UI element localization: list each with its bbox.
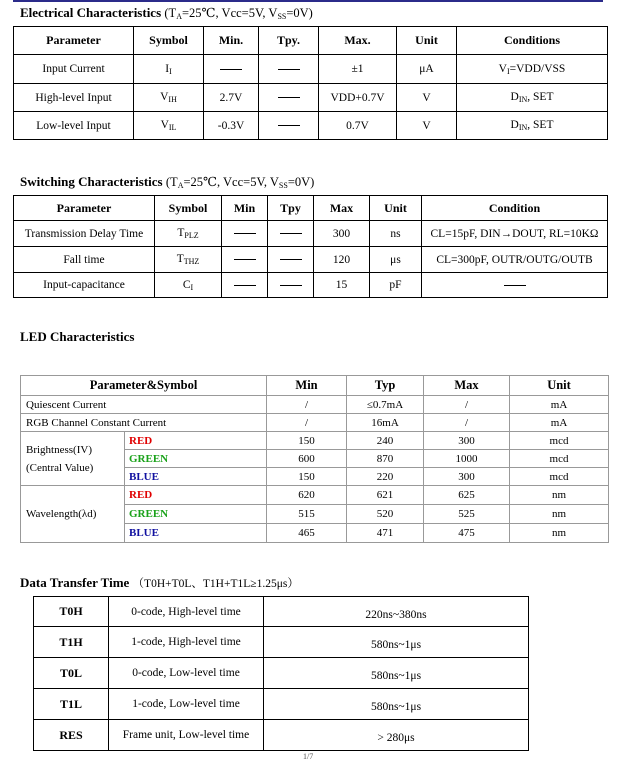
param-cell: Quiescent Current	[21, 396, 267, 414]
timing-desc-cell: 0-code, Low-level time	[109, 658, 264, 689]
max-cell: 15	[314, 273, 370, 298]
header-cell: Parameter	[14, 27, 134, 55]
typ-cell: 621	[347, 486, 424, 505]
top-rule	[13, 0, 603, 2]
min-cell: 515	[267, 505, 347, 524]
max-cell: 300	[424, 432, 510, 450]
header-cell: Tpy.	[259, 27, 319, 55]
symbol-cell: $T_{PLZ}$	[155, 221, 222, 247]
min-cell	[222, 273, 268, 298]
typ-cell	[268, 273, 314, 298]
timing-name-cell: T1L	[34, 689, 109, 720]
header-cell: Parameter	[14, 196, 155, 221]
brightness-label: Brightness(IV) (Central Value)	[21, 432, 125, 486]
switching-header-row	[14, 196, 608, 221]
table-row	[21, 432, 609, 450]
switching-condition: ($T_A=25℃$, Vcc=5V, $V_{SS}=0V$)	[165, 175, 315, 190]
header-cell: Min	[267, 376, 347, 396]
table-row	[14, 273, 608, 298]
table-row	[14, 84, 608, 112]
unit-cell: mcd	[510, 432, 609, 450]
min-cell: 150	[267, 432, 347, 450]
timing-value-cell: 220ns~380ns	[264, 597, 529, 627]
dash	[278, 69, 300, 70]
switching-table	[13, 195, 608, 298]
timing-name-cell: T1H	[34, 627, 109, 658]
max-cell: /	[424, 414, 510, 432]
timing-value-cell: > 280μs	[264, 720, 529, 751]
max-cell: ±1	[319, 55, 397, 84]
dash	[280, 233, 302, 234]
param-cell: Transmission Delay Time	[14, 221, 155, 247]
unit-cell: pF	[370, 273, 422, 298]
timing-desc-cell: 0-code, High-level time	[109, 597, 264, 627]
min-cell: -0.3V	[204, 112, 259, 140]
header-cell: Symbol	[134, 27, 204, 55]
max-cell: /	[424, 396, 510, 414]
electrical-header-row	[14, 27, 608, 55]
timing-name-cell: RES	[34, 720, 109, 751]
unit-cell: mcd	[510, 468, 609, 486]
color-cell-blue: BLUE	[125, 468, 267, 486]
min-cell: /	[267, 396, 347, 414]
header-cell: Unit	[397, 27, 457, 55]
condition-cell: $D_{IN}$, SET	[457, 112, 608, 140]
table-row	[34, 627, 529, 658]
typ-cell: 471	[347, 524, 424, 543]
param-cell: Input Current	[14, 55, 134, 84]
param-cell: Fall time	[14, 247, 155, 273]
min-cell	[222, 221, 268, 247]
header-cell: Max.	[319, 27, 397, 55]
max-cell: VDD+0.7V	[319, 84, 397, 112]
table-row	[14, 247, 608, 273]
table-row	[14, 112, 608, 140]
condition-cell	[422, 273, 608, 298]
min-cell	[222, 247, 268, 273]
led-heading	[20, 329, 134, 345]
timing-name-cell: T0L	[34, 658, 109, 689]
max-cell: 300	[424, 468, 510, 486]
typ-cell	[268, 247, 314, 273]
header-cell: Min	[222, 196, 268, 221]
condition-cell: CL=15pF, DIN→DOUT, RL=10KΩ	[422, 221, 608, 247]
page-number: 1/7	[303, 752, 314, 761]
min-cell: 620	[267, 486, 347, 505]
led-header-row	[21, 376, 609, 396]
switching-heading	[20, 174, 314, 190]
header-cell: Max	[424, 376, 510, 396]
dash	[280, 259, 302, 260]
param-cell: Input-capacitance	[14, 273, 155, 298]
table-row	[34, 689, 529, 720]
typ-cell: 16mA	[347, 414, 424, 432]
typ-cell	[259, 55, 319, 84]
header-cell: Unit	[370, 196, 422, 221]
table-row	[34, 720, 529, 751]
data-transfer-table	[33, 596, 529, 751]
timing-value-cell: 580ns~1μs	[264, 689, 529, 720]
dash	[234, 259, 256, 260]
min-cell: 600	[267, 450, 347, 468]
typ-cell	[268, 221, 314, 247]
table-row	[14, 221, 608, 247]
condition-cell: $V_I=VDD$/VSS	[457, 55, 608, 84]
dash	[220, 69, 242, 70]
dash	[234, 285, 256, 286]
min-cell	[204, 55, 259, 84]
header-cell: Parameter&Symbol	[21, 376, 267, 396]
header-cell: Typ	[347, 376, 424, 396]
symbol-cell: $V_{IH}$	[134, 84, 204, 112]
table-row	[21, 414, 609, 432]
unit-cell: V	[397, 84, 457, 112]
symbol-cell: $T_{THZ}$	[155, 247, 222, 273]
unit-cell: nm	[510, 505, 609, 524]
min-cell: /	[267, 414, 347, 432]
unit-cell: mcd	[510, 450, 609, 468]
symbol-cell: $C_I$	[155, 273, 222, 298]
symbol-cell: $V_{IL}$	[134, 112, 204, 140]
typ-cell: ≤0.7mA	[347, 396, 424, 414]
timing-value-cell: 580ns~1μs	[264, 627, 529, 658]
timing-desc-cell: 1-code, Low-level time	[109, 689, 264, 720]
typ-cell	[259, 84, 319, 112]
header-cell: Condition	[422, 196, 608, 221]
table-row	[21, 486, 609, 505]
header-cell: Conditions	[457, 27, 608, 55]
data-transfer-title: Data Transfer Time	[20, 575, 130, 590]
param-cell: RGB Channel Constant Current	[21, 414, 267, 432]
unit-cell: ns	[370, 221, 422, 247]
max-cell: 475	[424, 524, 510, 543]
data-transfer-heading	[20, 575, 299, 591]
unit-cell: nm	[510, 524, 609, 543]
typ-cell: 220	[347, 468, 424, 486]
dash	[280, 285, 302, 286]
table-row	[21, 396, 609, 414]
color-cell-green: GREEN	[125, 505, 267, 524]
max-cell: 120	[314, 247, 370, 273]
color-cell-red: RED	[125, 486, 267, 505]
timing-desc-cell: Frame unit, Low-level time	[109, 720, 264, 751]
color-cell-green: GREEN	[125, 450, 267, 468]
unit-cell: mA	[510, 414, 609, 432]
unit-cell: V	[397, 112, 457, 140]
timing-name-cell: T0H	[34, 597, 109, 627]
unit-cell: μs	[370, 247, 422, 273]
header-cell: Tpy	[268, 196, 314, 221]
typ-cell: 520	[347, 505, 424, 524]
data-transfer-subtitle: （T0H+T0L、T1H+T1L≥1.25μs）	[132, 578, 299, 590]
timing-value-cell: 580ns~1μs	[264, 658, 529, 689]
dash	[234, 233, 256, 234]
min-cell: 465	[267, 524, 347, 543]
electrical-condition: ($T_A=25℃$, Vcc=5V, $V_{SS}=0V$)	[164, 6, 313, 21]
timing-desc-cell: 1-code, High-level time	[109, 627, 264, 658]
dash	[278, 97, 300, 98]
unit-cell: nm	[510, 486, 609, 505]
header-cell: Symbol	[155, 196, 222, 221]
table-row	[34, 658, 529, 689]
header-cell: Max	[314, 196, 370, 221]
min-cell: 2.7V	[204, 84, 259, 112]
param-cell: Low-level Input	[14, 112, 134, 140]
param-cell: High-level Input	[14, 84, 134, 112]
color-cell-red: RED	[125, 432, 267, 450]
electrical-heading	[20, 5, 313, 21]
unit-cell: μA	[397, 55, 457, 84]
led-title: LED Characteristics	[20, 329, 135, 344]
electrical-title: Electrical Characteristics	[20, 5, 162, 20]
led-table	[20, 375, 609, 543]
symbol-cell: $I_I$	[134, 55, 204, 84]
unit-cell: mA	[510, 396, 609, 414]
max-cell: 300	[314, 221, 370, 247]
typ-cell: 240	[347, 432, 424, 450]
switching-title: Switching Characteristics	[20, 174, 163, 189]
table-row	[34, 597, 529, 627]
dash	[278, 125, 300, 126]
header-cell: Unit	[510, 376, 609, 396]
max-cell: 525	[424, 505, 510, 524]
typ-cell	[259, 112, 319, 140]
condition-cell: CL=300pF, OUTR/OUTG/OUTB	[422, 247, 608, 273]
wavelength-label: Wavelength(λd)	[21, 486, 125, 543]
max-cell: 0.7V	[319, 112, 397, 140]
min-cell: 150	[267, 468, 347, 486]
header-cell: Min.	[204, 27, 259, 55]
dash	[504, 285, 526, 286]
color-cell-blue: BLUE	[125, 524, 267, 543]
electrical-table	[13, 26, 608, 140]
max-cell: 625	[424, 486, 510, 505]
condition-cell: $D_{IN}$, SET	[457, 84, 608, 112]
typ-cell: 870	[347, 450, 424, 468]
max-cell: 1000	[424, 450, 510, 468]
table-row	[14, 55, 608, 84]
